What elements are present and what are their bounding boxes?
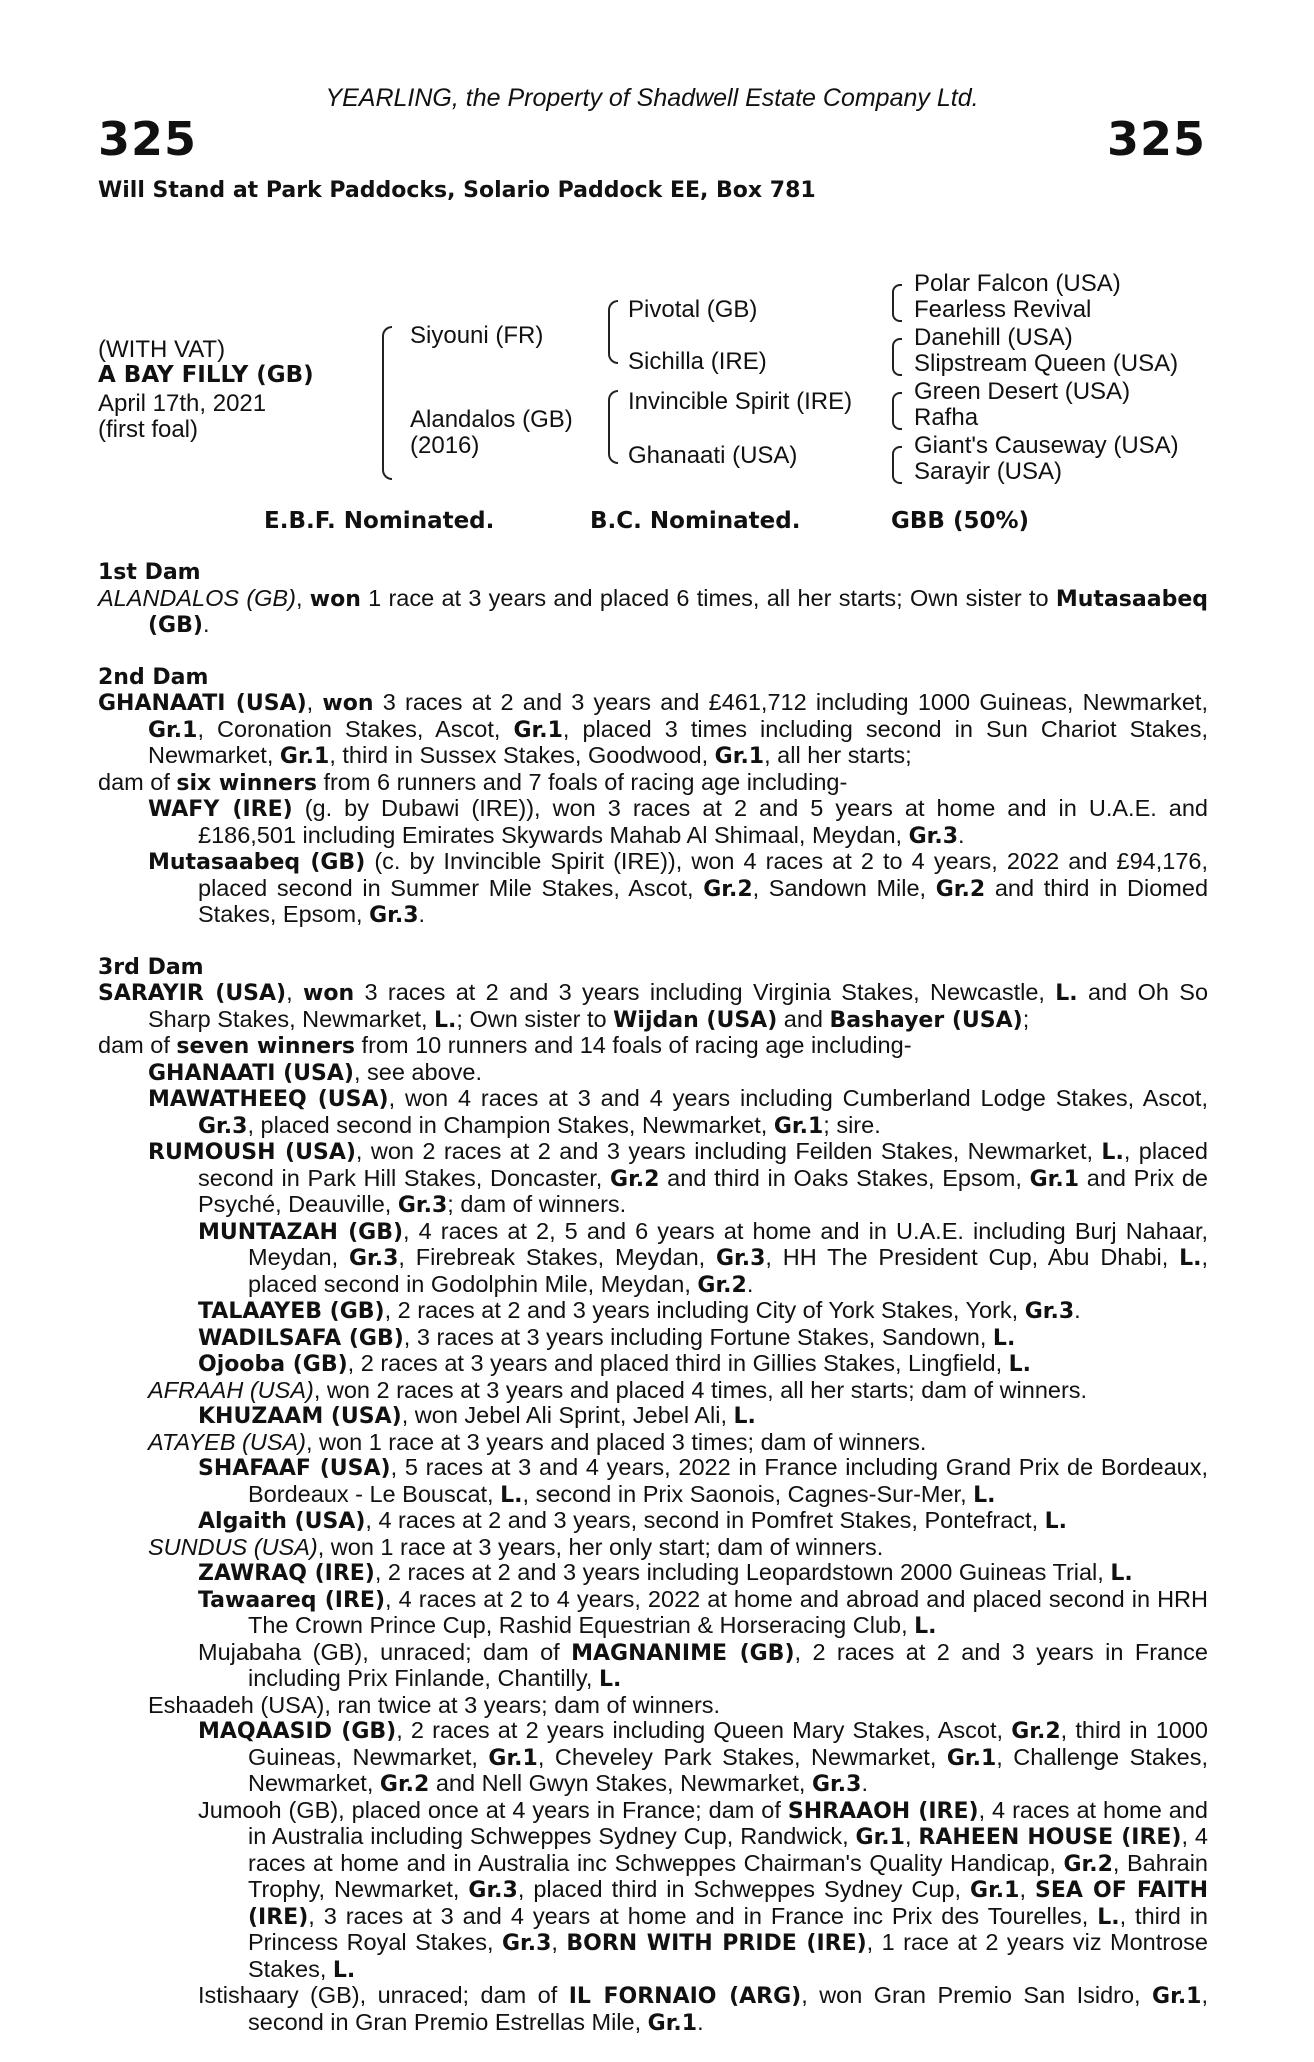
bold-text: seven winners	[176, 1034, 356, 1059]
bold-text: L.	[434, 1007, 457, 1033]
text: .	[418, 901, 426, 927]
bold-text: L.	[1110, 1561, 1133, 1586]
bold-text: SARAYIR (USA)	[98, 981, 287, 1006]
bold-text: Gr.1	[855, 1825, 905, 1850]
bold-text: Mutasaabeq (GB)	[148, 850, 366, 875]
text: , 3 races at 3 years including Fortune Stakes, Sandown,	[403, 1323, 993, 1350]
text: , won 1 race at 3 years and placed 3 times; dam of winners.	[306, 1428, 927, 1455]
bold-text: IL FORNAIO (ARG)	[568, 1984, 802, 2009]
bold-text: Gr.1	[1152, 1984, 1202, 2009]
bold-text: Gr.3	[468, 1878, 518, 1903]
bold-text: RUMOUSH (USA)	[148, 1140, 356, 1165]
text: and Oh So Sharp Stakes, Newmarket,	[148, 979, 1209, 1032]
dam-section	[98, 665, 1208, 929]
ggp-brace-4	[892, 446, 902, 484]
pedigree-entry	[98, 1535, 1208, 1561]
text: .	[697, 2008, 704, 2035]
bold-text: WADILSAFA (GB)	[198, 1325, 404, 1351]
bold-text: GHANAATI (USA)	[148, 1060, 354, 1086]
ggp-2: Fearless Revival	[914, 296, 1092, 323]
pedigree-entry	[98, 1351, 1208, 1378]
pedigree-entry	[98, 980, 1208, 1033]
ggp-5: Green Desert (USA)	[914, 378, 1131, 405]
pedigree-entry	[98, 1640, 1208, 1693]
text: ,	[1019, 1876, 1035, 1902]
bold-text: MAQAASID (GB)	[198, 1719, 397, 1744]
bold-text: TALAAYEB (GB)	[198, 1299, 385, 1324]
foaling-date: April 17th, 2021	[98, 390, 267, 417]
pedigree-entry	[98, 1718, 1208, 1798]
bold-text: Mutasaabeq (GB)	[148, 586, 1208, 638]
text: dam of	[98, 1032, 177, 1058]
text: , third in Princess Royal Stakes,	[248, 1902, 1208, 1955]
bold-text: Gr.2	[703, 876, 753, 902]
ebf-nomination: E.B.F. Nominated.	[264, 508, 495, 534]
text: , HH The President Cup, Abu Dhabi,	[765, 1244, 1180, 1270]
text: , 4 races at 2 and 3 years, second in Pomfret Stakes, Pontefract,	[365, 1507, 1045, 1533]
bold-text: Gr.1	[279, 744, 330, 769]
text: , won Jebel Ali Sprint, Jebel Ali,	[401, 1402, 734, 1428]
italic-text: ALANDALOS (GB)	[98, 584, 296, 611]
pedigree-entry	[98, 1560, 1208, 1587]
lot-number-right: 325	[1106, 112, 1206, 166]
bold-text: six winners	[176, 770, 317, 796]
bold-text: RAHEEN HOUSE (IRE)	[918, 1825, 1182, 1850]
bold-text: MUNTAZAH (GB)	[198, 1219, 404, 1245]
text: .	[1074, 1297, 1081, 1323]
sire-dam: Sichilla (IRE)	[628, 348, 767, 375]
text: ;	[1022, 1005, 1030, 1032]
sire-brace	[608, 300, 618, 364]
text: .	[746, 1270, 754, 1297]
text: , 4 races at home and in Australia inc Schweppes Chairman's Quality Handicap,	[248, 1823, 1208, 1876]
text: , 2 races at 2 and 3 years including City of York Stakes, York,	[384, 1297, 1025, 1323]
page-header	[98, 78, 1206, 188]
text: .	[861, 1770, 868, 1796]
text: (c. by Invincible Spirit (IRE)), won 4 races at 2 to 4 years, 2022 and £94,176, placed second in Summer Mile Stakes, Ascot,	[198, 848, 1208, 901]
text: and	[777, 1005, 830, 1032]
section-heading: 2nd Dam	[98, 664, 209, 690]
pedigree-entry	[98, 690, 1208, 770]
bold-text: Gr.1	[946, 1745, 997, 1771]
bold-text: Gr.2	[1011, 1719, 1061, 1744]
pedigree-entry	[98, 1033, 1208, 1060]
text: , won 4 races at 3 and 4 years including Cumberland Lodge Stakes, Ascot,	[388, 1085, 1208, 1111]
text: , second in Gran Premio Estrellas Mile,	[248, 1982, 1209, 2035]
text: , 4 races at 2, 5 and 6 years at home and in U.A.E. including Burj Nahaar, Meydan,	[248, 1217, 1208, 1270]
bold-text: WAFY (IRE)	[148, 797, 293, 822]
bold-text: ZAWRAQ (IRE)	[198, 1561, 375, 1586]
text: , placed 3 times including second in Sun Chariot Stakes, Newmarket,	[148, 715, 1208, 768]
pedigree-entry	[98, 1060, 1208, 1087]
bold-text: Wijdan (USA)	[613, 1007, 778, 1033]
bold-text: Gr.2	[1063, 1851, 1113, 1877]
bold-text: L.	[1179, 1246, 1202, 1271]
bold-text: Gr.1	[1029, 1166, 1080, 1192]
bold-text: L.	[1008, 1352, 1032, 1377]
bold-text: Gr.3	[501, 1931, 552, 1956]
bold-text: Ojooba (GB)	[198, 1352, 348, 1377]
lot-title: A BAY FILLY (GB)	[98, 362, 314, 388]
text: 3 races at 2 and 3 years and £461,712 including 1000 Guineas, Newmarket,	[373, 689, 1208, 715]
text: , won 2 races at 2 and 3 years including Feilden Stakes, Newmarket,	[355, 1138, 1102, 1164]
stabling-location: Will Stand at Park Paddocks, Solario Paddock EE, Box 781	[98, 178, 816, 203]
text: ,	[904, 1823, 919, 1849]
text: ,	[551, 1929, 567, 1955]
text: , 4 races at 2 to 4 years, 2022 at home and abroad and placed second in HRH The Crown Prince Cup, Rashid Equestrian & Horseracing Club,	[248, 1585, 1208, 1638]
text: Eshaadeh (USA), ran twice at 3 years; dam of winners.	[148, 1691, 721, 1718]
bold-text: GHANAATI (USA)	[98, 691, 307, 716]
bold-text: MAGNANIME (GB)	[571, 1640, 795, 1666]
ggp-4: Slipstream Queen (USA)	[914, 350, 1179, 377]
pedigree-entry	[98, 1378, 1208, 1404]
dam-year: (2016)	[410, 432, 480, 459]
ggp-1: Polar Falcon (USA)	[914, 270, 1121, 297]
bold-text: L.	[914, 1614, 937, 1639]
text: ,	[286, 979, 304, 1005]
text: , third in 1000 Guineas, Newmarket,	[248, 1717, 1209, 1770]
dam-dam: Ghanaati (USA)	[628, 442, 798, 469]
text: dam of	[98, 768, 177, 795]
bold-text: Gr.1	[773, 1113, 824, 1139]
pedigree-entry	[98, 849, 1208, 929]
ggp-7: Giant's Causeway (USA)	[914, 432, 1179, 459]
pedigree-entry	[98, 1798, 1208, 1984]
ggp-8: Sarayir (USA)	[914, 458, 1063, 485]
text: , won 2 races at 3 years and placed 4 times, all her starts; dam of winners.	[313, 1376, 1088, 1403]
pedigree-entry	[98, 1693, 1208, 1719]
text: ,	[295, 584, 310, 611]
bold-text: Gr.3	[715, 1246, 766, 1271]
pedigree-entry	[98, 586, 1208, 639]
bc-nomination: B.C. Nominated.	[590, 508, 801, 534]
text: , all her starts;	[764, 742, 912, 768]
bold-text: SHAFAAF (USA)	[198, 1456, 391, 1481]
text: , Sandown Mile,	[752, 874, 936, 901]
bold-text: won	[309, 586, 361, 612]
italic-text: AFRAAH (USA)	[148, 1376, 314, 1403]
bold-text: MAWATHEEQ (USA)	[148, 1087, 389, 1112]
bold-text: L.	[1101, 1140, 1124, 1165]
dam-brace	[608, 390, 618, 464]
text: and third in Diomed Stakes, Epsom,	[198, 874, 1209, 927]
pedigree-entry	[98, 1086, 1208, 1139]
pedigree-entry	[98, 1430, 1208, 1456]
bold-text: Gr.3	[369, 903, 419, 928]
text: , 2 races at 2 and 3 years in France including Prix Finlande, Chantilly,	[248, 1638, 1209, 1691]
text: , Challenge Stakes, Newmarket,	[248, 1743, 1208, 1796]
italic-text: ATAYEB (USA)	[148, 1428, 306, 1455]
ggp-brace-2	[892, 338, 902, 376]
bold-text: L.	[733, 1404, 756, 1429]
bold-text: Gr.3	[908, 823, 959, 849]
bold-text: Gr.2	[697, 1272, 747, 1298]
text: 1 race at 3 years and placed 6 times, all her starts; Own sister to	[360, 584, 1056, 611]
bold-text: Gr.1	[148, 717, 198, 743]
foal-note: (first foal)	[98, 416, 199, 443]
bold-text: Tawaareq (IRE)	[198, 1587, 386, 1613]
text: ; Own sister to	[456, 1005, 614, 1032]
text: , second in Prix Saonois, Cagnes-Sur-Mer,	[522, 1480, 974, 1507]
text: from 10 runners and 14 foals of racing age including-	[355, 1032, 912, 1058]
text: , see above.	[353, 1058, 482, 1085]
bold-text: Gr.3	[1024, 1299, 1075, 1324]
ggp-brace-1	[892, 284, 902, 322]
text: , 1 race at 2 years viz Montrose Stakes,	[248, 1929, 1208, 1982]
bold-text: Gr.3	[348, 1246, 399, 1271]
text: , placed second in Godolphin Mile, Meydan,	[248, 1244, 1209, 1297]
text: , Cheveley Park Stakes, Newmarket,	[537, 1743, 947, 1770]
text: Jumooh (GB), placed once at 4 years in France; dam of	[198, 1796, 788, 1823]
pedigree-entry	[98, 1219, 1208, 1299]
bold-text: L.	[332, 1957, 356, 1983]
text: , 3 races at 3 and 4 years at home and in France inc Prix des Tourelles,	[308, 1902, 1098, 1929]
bold-text: Gr.2	[935, 876, 986, 902]
text: , 5 races at 3 and 4 years, 2022 in France including Grand Prix de Bordeaux, Bordeaux - Le Bouscat,	[248, 1454, 1208, 1507]
pedigree-entry	[98, 1508, 1208, 1535]
text: , placed second in Champion Stakes, Newmarket,	[247, 1111, 774, 1138]
bold-text: Gr.1	[488, 1745, 538, 1771]
bold-text: won	[322, 691, 374, 716]
bold-text: L.	[500, 1482, 523, 1508]
ggp-6: Rafha	[914, 404, 979, 431]
bold-text: Gr.1	[714, 744, 765, 769]
bold-text: Bashayer (USA)	[829, 1007, 1023, 1033]
text: (g. by Dubawi (IRE)), won 3 races at 2 and 5 years at home and in U.A.E. and £186,501 including Emirates Skywards Mahab Al Shimaal, Meydan,	[198, 795, 1209, 848]
bold-text: Gr.1	[513, 717, 563, 743]
catalogue-page	[98, 78, 1209, 2036]
italic-text: SUNDUS (USA)	[148, 1533, 318, 1560]
text: , 4 races at home and in Australia including Schweppes Sydney Cup, Randwick,	[248, 1796, 1208, 1849]
text: ; dam of winners.	[447, 1191, 627, 1217]
text: from 6 runners and 7 foals of racing age including-	[316, 768, 848, 795]
text: , third in Sussex Stakes, Goodwood,	[329, 742, 715, 768]
text: , Bahrain Trophy, Newmarket,	[248, 1849, 1208, 1902]
bold-text: SEA OF FAITH (IRE)	[248, 1878, 1208, 1930]
dam-section	[98, 955, 1208, 2037]
text: and Prix de Psyché, Deauville,	[198, 1164, 1208, 1217]
vendor-line: YEARLING, the Property of Shadwell Estate Company Ltd.	[325, 84, 979, 112]
text: Mujabaha (GB), unraced; dam of	[198, 1638, 572, 1665]
gbb-note: GBB (50%)	[891, 508, 1030, 534]
pedigree-entry	[98, 1403, 1208, 1430]
text: Istishaary (GB), unraced; dam of	[198, 1982, 569, 2008]
bold-text: L.	[1055, 981, 1078, 1006]
pedigree-entry	[98, 770, 1208, 797]
bold-text: SHRAAOH (IRE)	[787, 1798, 979, 1824]
text: .	[202, 611, 210, 637]
dam: Alandalos (GB)	[410, 406, 573, 433]
pedigree-entry	[98, 796, 1208, 849]
bold-text: won	[303, 981, 355, 1006]
bold-text: Algaith (USA)	[198, 1509, 366, 1534]
bold-text: Gr.2	[379, 1772, 430, 1797]
bold-text: L.	[1044, 1509, 1068, 1534]
dam-sire: Invincible Spirit (IRE)	[628, 388, 853, 415]
bold-text: L.	[598, 1667, 622, 1692]
bold-text: BORN WITH PRIDE (IRE)	[566, 1931, 867, 1956]
text: , 2 races at 3 years and placed third in Gillies Stakes, Lingfield,	[347, 1350, 1009, 1376]
bold-text: Gr.3	[812, 1772, 862, 1797]
text: , placed third in Schweppes Sydney Cup,	[517, 1876, 971, 1902]
text: , 2 races at 2 and 3 years including Leopardstown 2000 Guineas Trial,	[374, 1559, 1111, 1585]
ggp-3: Danehill (USA)	[914, 324, 1073, 351]
text: , won 1 race at 3 years, her only start; dam of winners.	[317, 1533, 884, 1560]
bold-text: L.	[992, 1325, 1016, 1351]
text: .	[958, 821, 965, 848]
pedigree-entry	[98, 1325, 1208, 1352]
pedigree-entry	[98, 1298, 1208, 1325]
text: and Nell Gwyn Stakes, Newmarket,	[429, 1770, 812, 1796]
text: , Coronation Stakes, Ascot,	[197, 715, 514, 742]
sire: Siyouni (FR)	[410, 322, 544, 349]
bold-text: Gr.2	[610, 1166, 660, 1192]
pedigree-entry	[98, 1139, 1208, 1219]
bold-text: KHUZAAM (USA)	[198, 1404, 402, 1429]
pedigree-entry	[98, 1983, 1208, 2036]
text: , won Gran Premio San Isidro,	[801, 1982, 1153, 2008]
bold-text: L.	[1097, 1904, 1120, 1930]
text: and third in Oaks Stakes, Epsom,	[659, 1164, 1030, 1191]
section-heading: 1st Dam	[98, 560, 201, 585]
pedigree-entry	[98, 1455, 1208, 1508]
sire-sire: Pivotal (GB)	[628, 296, 758, 323]
text: ; sire.	[823, 1111, 881, 1138]
lot-number-left: 325	[98, 112, 198, 166]
ggp-brace-3	[892, 392, 902, 430]
dam-section	[98, 560, 1208, 639]
text: , 2 races at 2 years including Queen Mary Stakes, Ascot,	[396, 1717, 1012, 1743]
bold-text: Gr.1	[647, 2010, 698, 2036]
pedigree-entry	[98, 1587, 1208, 1640]
bold-text: L.	[973, 1482, 996, 1508]
text: ,	[306, 689, 323, 715]
vat-note: (WITH VAT)	[98, 336, 226, 363]
pedigree-chart	[98, 270, 1208, 498]
sire-dam-brace	[382, 326, 392, 480]
text: 3 races at 2 and 3 years including Virginia Stakes, Newcastle,	[354, 979, 1056, 1005]
bold-text: Gr.3	[397, 1193, 448, 1218]
bold-text: Gr.3	[198, 1113, 248, 1139]
bold-text: Gr.1	[970, 1878, 1020, 1903]
produce-record	[98, 560, 1208, 2062]
text: , placed second in Park Hill Stakes, Doncaster,	[198, 1138, 1209, 1191]
text: , Firebreak Stakes, Meydan,	[398, 1244, 716, 1270]
section-heading: 3rd Dam	[98, 954, 204, 980]
